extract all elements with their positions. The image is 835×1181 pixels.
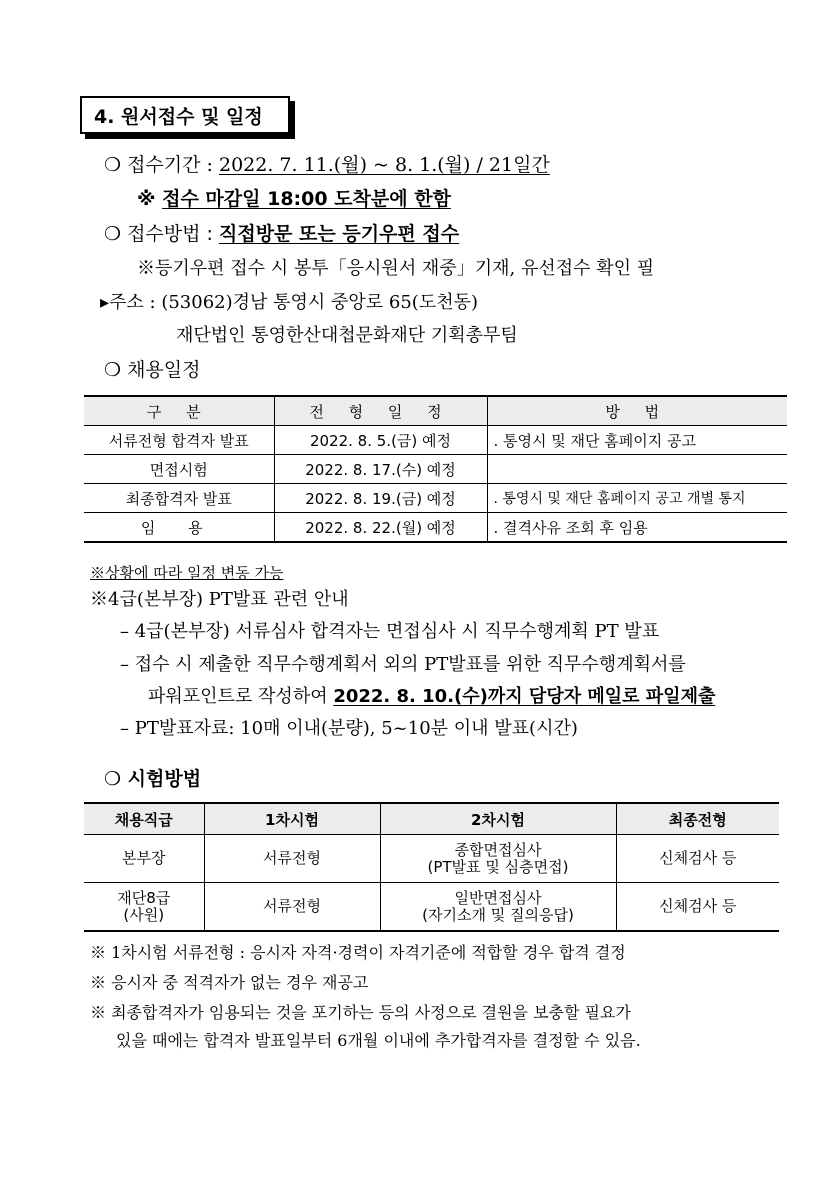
cell-final: 신체검사 등 [616, 883, 779, 932]
cell-date: 2022. 8. 17.(수) 예정 [274, 455, 487, 484]
method-line [104, 221, 459, 247]
schedule-table [84, 395, 787, 543]
deadline-mark: ※ [137, 188, 163, 210]
cell-category: 면접시험 [149, 460, 208, 479]
second-line-2: (PT발표 및 심층면접) [427, 857, 569, 876]
schedule-change-note: ※상황에 따라 일정 변동 가능 [90, 564, 284, 582]
pt-item-2b-emphasis: 2022. 8. 10.(수)까지 담당자 메일로 파일제출 [333, 686, 716, 707]
table-header-row [84, 803, 779, 835]
pt-item-3: – PT발표자료: 10매 이내(분량), 5~10분 이내 발표(시간) [120, 718, 578, 739]
footnote-2: ※ 응시자 중 적격자가 없는 경우 재공고 [90, 973, 369, 992]
registered-note: ※등기우편 접수 시 봉투「응시원서 재중」기재, 유선접수 확인 필 [137, 258, 655, 279]
pt-item-1: – 4급(본부장) 서류심사 합격자는 면접심사 시 직무수행계획 PT 발표 [120, 621, 660, 642]
table-row [84, 484, 787, 513]
cell-method [487, 455, 787, 484]
cell-second [380, 835, 616, 883]
cell-date: 2022. 8. 22.(월) 예정 [274, 513, 487, 543]
cell-method: . 결격사유 조회 후 임용 [487, 513, 787, 543]
cell-category: 최종합격자 발표 [125, 489, 232, 508]
second-line-1: 종합면접심사 [454, 840, 542, 859]
pt-title: ※4급(본부장) PT발표 관련 안내 [90, 589, 349, 610]
address-line-1: ▸주소 : (53062)경남 통영시 중앙로 65(도천동) [100, 292, 479, 313]
header-grade: 채용직급 [84, 803, 204, 835]
method-label: ❍ 접수방법 : [104, 223, 219, 245]
cell-date: 2022. 8. 19.(금) 예정 [274, 484, 487, 513]
cell-date: 2022. 8. 5.(금) 예정 [274, 426, 487, 455]
address-line-2: 재단법인 통영한산대첩문화재단 기획총무팀 [176, 325, 518, 346]
period-line [104, 152, 550, 178]
deadline-line [137, 186, 451, 212]
cell-category: 임 용 [140, 518, 217, 537]
deadline-value: 접수 마감일 18:00 도착분에 한함 [162, 188, 451, 210]
table-row [84, 426, 787, 455]
table-row [84, 883, 779, 932]
cell-final: 신체검사 등 [616, 835, 779, 883]
cell-first: 서류전형 [204, 835, 380, 883]
second-line-1: 일반면접심사 [454, 888, 542, 907]
cell-method: . 통영시 및 재단 홈페이지 공고 개별 통지 [487, 484, 787, 513]
cell-grade: 본부장 [84, 835, 204, 883]
exam-heading: ❍ 시험방법 [104, 768, 202, 790]
pt-item-2b-prefix: 파워포인트로 작성하여 [148, 686, 334, 707]
header-method: 방 법 [487, 396, 787, 426]
period-value: 2022. 7. 11.(월) ~ 8. 1.(월) / 21일간 [218, 154, 550, 176]
cell-grade [84, 883, 204, 932]
header-date: 전 형 일 정 [274, 396, 487, 426]
table-row [84, 455, 787, 484]
cell-first: 서류전형 [204, 883, 380, 932]
pt-item-2b [148, 684, 715, 710]
section-title: 4. 원서접수 및 일정 [80, 96, 290, 134]
period-label: ❍ 접수기간 : [104, 154, 219, 176]
pt-item-2: – 접수 시 제출한 직무수행계획서 외의 PT발표를 위한 직무수행계획서를 [120, 654, 686, 675]
header-first: 1차시험 [204, 803, 380, 835]
header-category: 구 분 [84, 396, 274, 426]
table-row [84, 513, 787, 543]
footnote-4: 있을 때에는 합격자 발표일부터 6개월 이내에 추가합격자를 결정할 수 있음. [116, 1031, 641, 1050]
grade-line-1: 재단8급 [117, 888, 171, 907]
second-line-2: (자기소개 및 질의응답) [422, 905, 574, 924]
footnote-1: ※ 1차시험 서류전형 : 응시자 자격·경력이 자격기준에 적합할 경우 합격 결정 [90, 943, 626, 962]
header-second: 2차시험 [380, 803, 616, 835]
exam-table [84, 802, 779, 932]
schedule-heading: ❍ 채용일정 [104, 359, 201, 381]
header-final: 최종전형 [616, 803, 779, 835]
cell-method: . 통영시 및 재단 홈페이지 공고 [487, 426, 787, 455]
grade-line-2: (사원) [123, 905, 165, 924]
cell-category: 서류전형 합격자 발표 [108, 431, 249, 450]
method-value: 직접방문 또는 등기우편 접수 [218, 223, 460, 245]
table-row [84, 835, 779, 883]
footnote-3: ※ 최종합격자가 임용되는 것을 포기하는 등의 사정으로 결원을 보충할 필요가 [90, 1003, 631, 1022]
table-header-row [84, 396, 787, 426]
cell-second [380, 883, 616, 932]
